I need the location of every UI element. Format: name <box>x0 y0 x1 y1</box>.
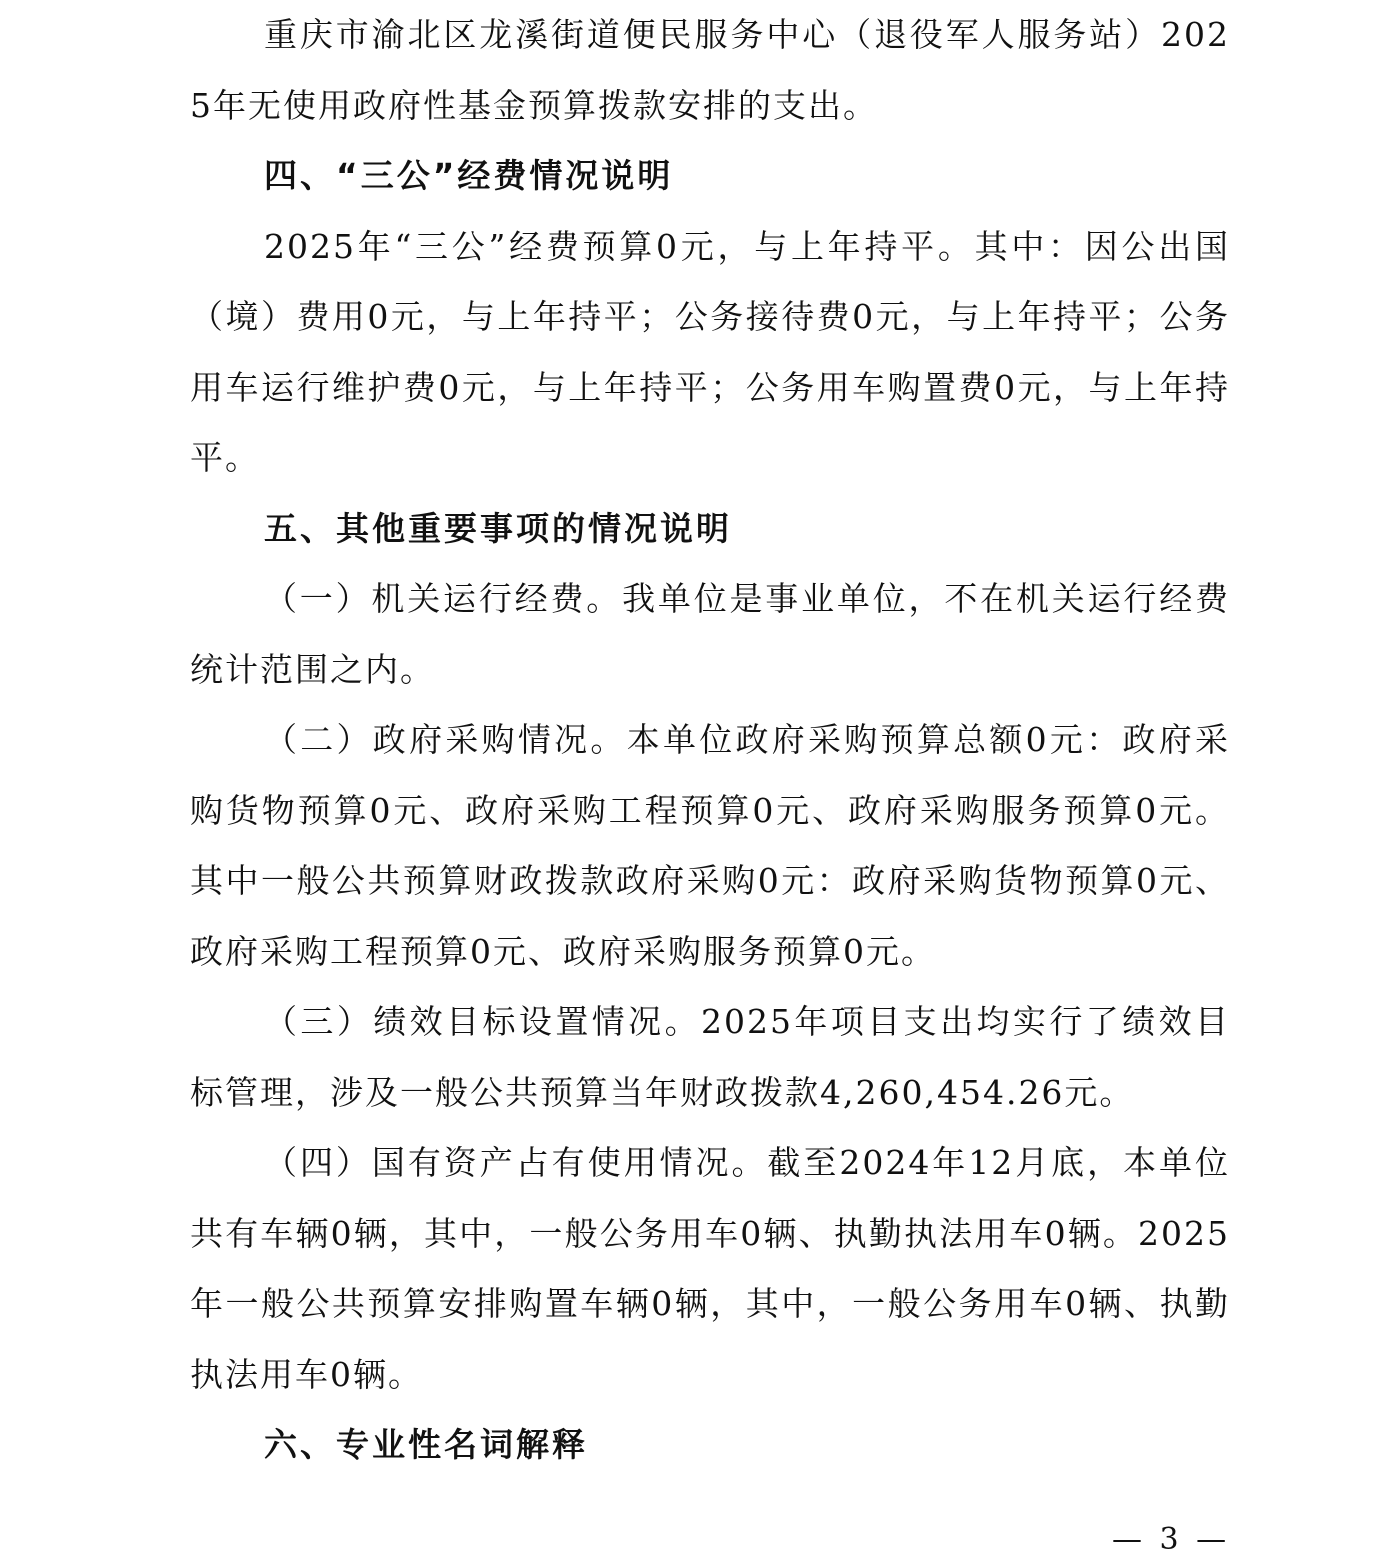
document-body <box>190 0 1230 1481</box>
paragraph-government-procurement: （二）政府采购情况。本单位政府采购预算总额0元：政府采购货物预算0元、政府采购工程预算0元、政府采购服务预算0元。其中一般公共预算财政拨款政府采购0元：政府采购货物预算0元、政府采购工程预算0元、政府采购服务预算0元。 <box>190 720 1230 971</box>
page-number: — 3 — <box>1112 1522 1231 1557</box>
paragraph-state-assets: （四）国有资产占有使用情况。截至2024年12月底，本单位共有车辆0辆，其中，一般公务用车0辆、执勤执法用车0辆。2025年一般公共预算安排购置车辆0辆，其中，一般公务用车0辆、执勤执法用车0辆。 <box>190 1143 1230 1394</box>
paragraph-office-operating-expenses: （一）机关运行经费。我单位是事业单位，不在机关运行经费统计范围之内。 <box>190 579 1230 689</box>
paragraph-government-fund-note: 重庆市渝北区龙溪街道便民服务中心（退役军人服务站）2025年无使用政府性基金预算拨款安排的支出。 <box>190 15 1230 125</box>
paragraph-performance-targets: （三）绩效目标设置情况。2025年项目支出均实行了绩效目标管理，涉及一般公共预算当年财政拨款4,260,454.26元。 <box>190 1002 1230 1112</box>
paragraph-three-public-expenses: 2025年“三公”经费预算0元，与上年持平。其中：因公出国（境）费用0元，与上年持平；公务接待费0元，与上年持平；公务用车运行维护费0元，与上年持平；公务用车购置费0元，与上年持平。 <box>190 226 1230 477</box>
section-heading-terminology: 六、专业性名词解释 <box>264 1425 588 1464</box>
section-heading-three-public-expenses: 四、“三公”经费情况说明 <box>264 156 674 195</box>
section-heading-other-matters: 五、其他重要事项的情况说明 <box>264 508 732 548</box>
